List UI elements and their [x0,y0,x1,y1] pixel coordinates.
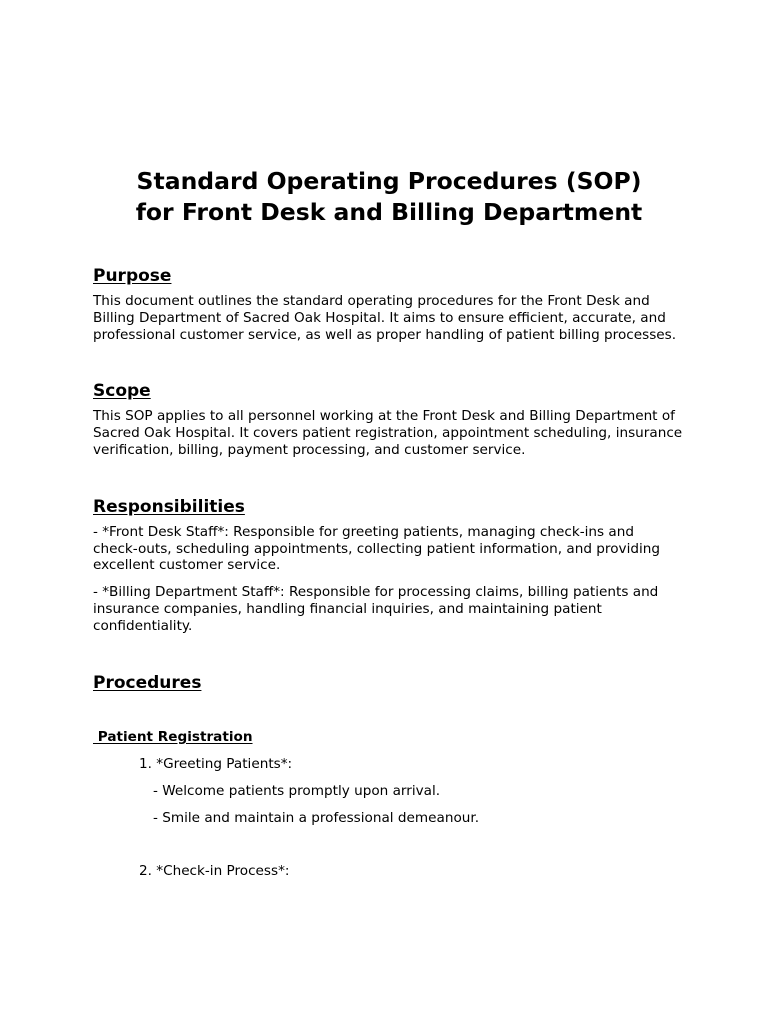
procedures-heading: Procedures [93,672,202,693]
document-page [93,166,683,880]
responsibility-item: - *Billing Department Staff*: Responsible for processing claims, billing patients and insurance companies, handling financial inquiries, and maintaining patient confidentiality. [93,584,659,634]
responsibilities-heading: Responsibilities [93,496,245,517]
procedure-bullet: - Welcome patients promptly upon arrival. [153,782,441,799]
scope-heading: Scope [93,381,151,402]
title-line-1: Standard Operating Procedures (SOP) [136,167,642,195]
procedure-step: 1. *Greeting Patients*: [139,755,293,772]
patient-registration-subheading: Patient Registration [93,728,253,745]
procedure-bullet: - Smile and maintain a professional demeanour. [153,809,480,826]
purpose-text: This document outlines the standard operating procedures for the Front Desk and Billing Department of Sacred Oak Hospital. It aims to ensure efficient, accurate, and professional customer service, as well as proper handling of patient billing processes. [93,293,677,343]
title-line-2: for Front Desk and Billing Department [135,198,643,226]
document-title [91,166,687,228]
procedure-step: 2. *Check-in Process*: [139,862,290,879]
purpose-heading: Purpose [93,266,172,286]
responsibility-item: - *Front Desk Staff*: Responsible for greeting patients, managing check-ins and check-outs, scheduling appointments, collecting patient information, and providing excellent customer service. [93,523,660,574]
scope-text: This SOP applies to all personnel working at the Front Desk and Billing Department of Sacred Oak Hospital. It covers patient registration, appointment scheduling, insurance verification, billing, payment processing, and customer service. [93,408,683,458]
